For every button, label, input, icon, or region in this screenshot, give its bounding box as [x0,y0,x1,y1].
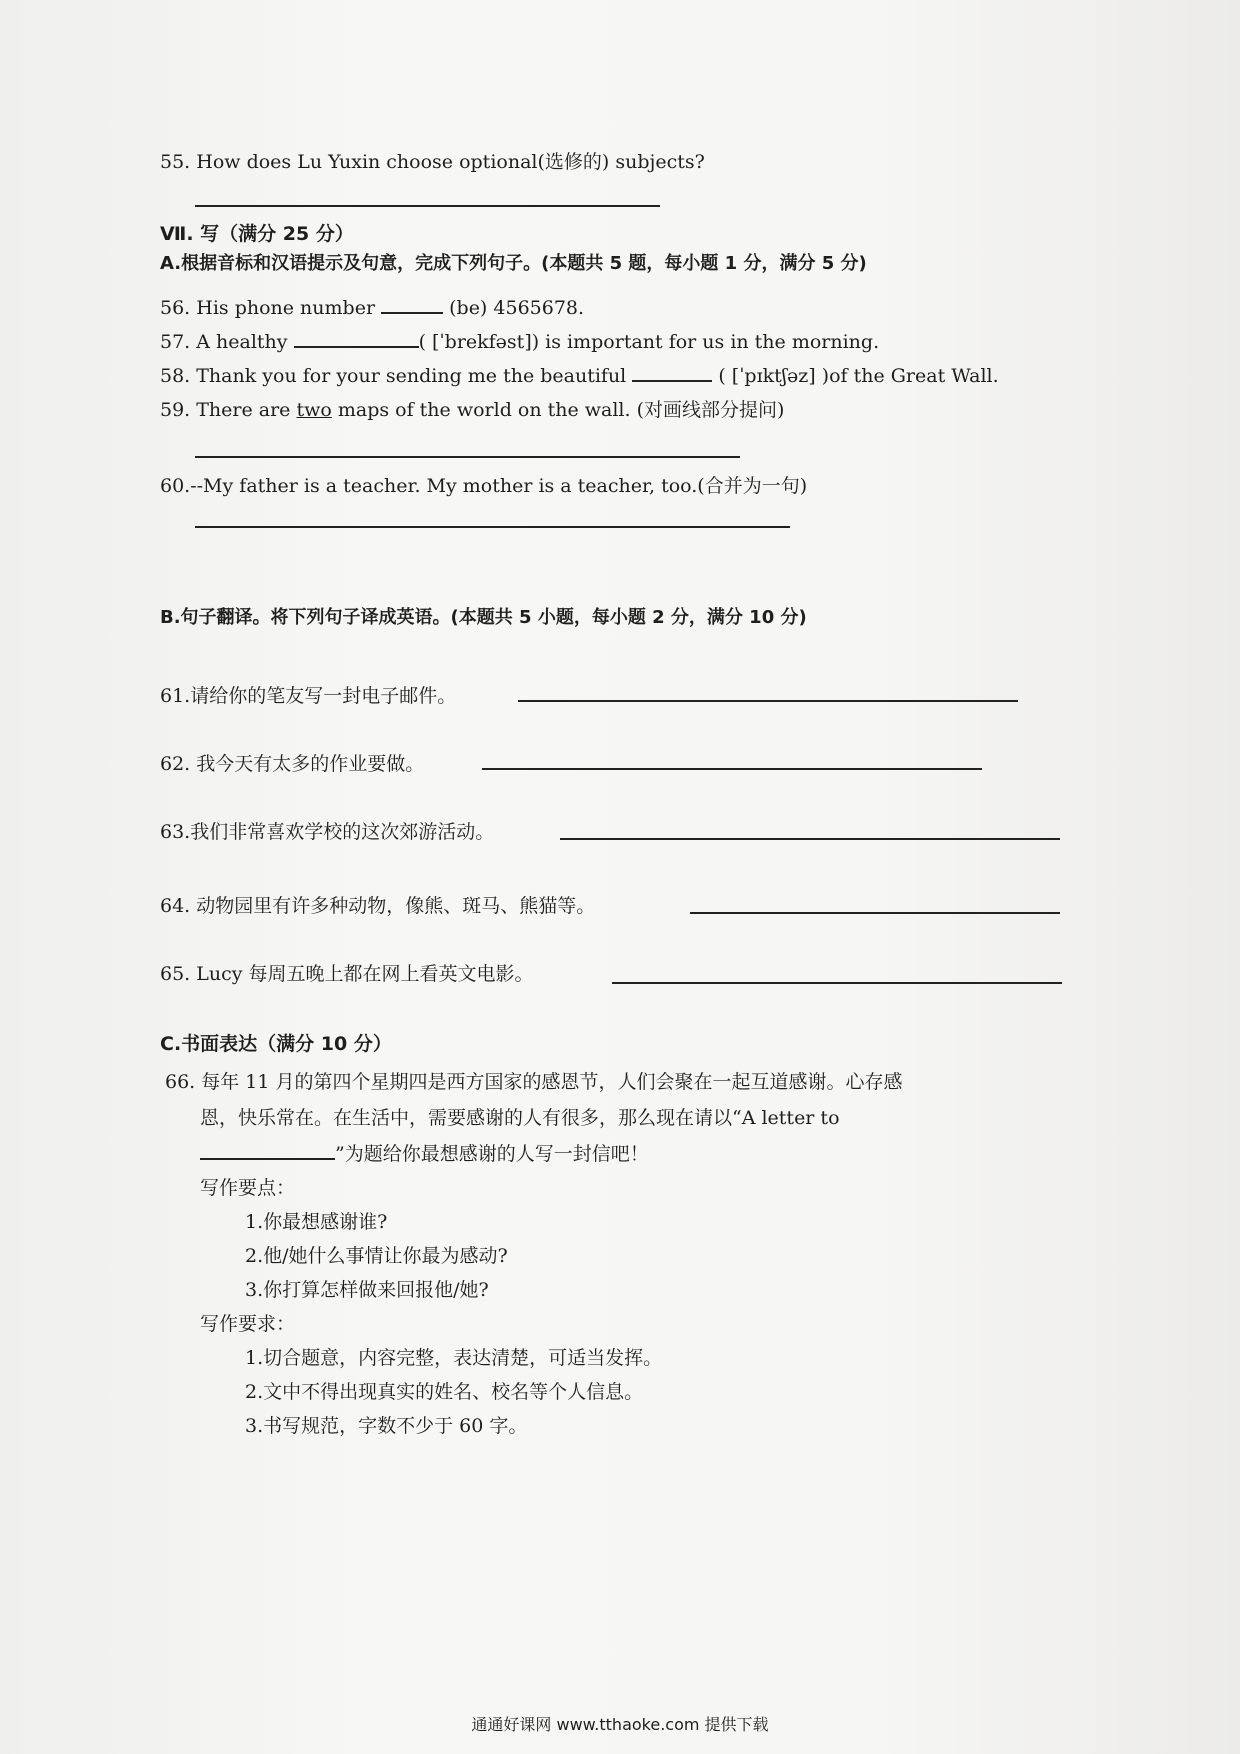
question-58 [160,364,999,389]
question-61: 61.请给你的笔友写一封电子邮件。 [160,685,457,707]
blank-66-title [200,1157,335,1160]
q56-prefix: 56. His phone number [160,297,382,319]
writing-point-2: 2.他/她什么事情让你最为感动? [245,1245,508,1267]
q58-prefix: 58. Thank you for your sending me the beautiful [160,365,633,387]
q56-suffix: (be) 4565678. [443,297,585,319]
part-c-title: C.书面表达（满分 10 分） [160,1033,392,1055]
part-a-title: A.根据音标和汉语提示及句意，完成下列句子。(本题共 5 题，每小题 1 分，满分 5 分) [160,253,867,274]
writing-requirements-title: 写作要求： [200,1313,296,1335]
q57-suffix: ( [ˈbrekfəst]) is important for us in the morning. [418,331,880,353]
answer-line-65 [612,982,1062,984]
question-63: 63.我们非常喜欢学校的这次郊游活动。 [160,821,495,843]
q59-prefix: 59. There are [160,399,297,421]
writing-point-1: 1.你最想感谢谁? [245,1211,388,1233]
q57-prefix: 57. A healthy [160,331,294,353]
q59-underlined-word: two [296,399,332,421]
question-64: 64. 动物园里有许多种动物，像熊、斑马、熊猫等。 [160,895,596,917]
question-56 [160,296,584,321]
question-59 [160,398,784,423]
question-66-line-2: 恩，快乐常在。在生活中，需要感谢的人有很多，那么现在请以“A letter to [200,1107,840,1129]
writing-points-title: 写作要点： [200,1177,296,1199]
blank-58 [632,379,712,382]
answer-line-61 [518,700,1018,702]
answer-line-59 [195,456,740,458]
writing-requirement-2: 2.文中不得出现真实的姓名、校名等个人信息。 [245,1381,644,1403]
answer-line-55 [195,205,660,207]
q66-line3-suffix: ”为题给你最想感谢的人写一封信吧！ [335,1143,649,1165]
blank-56 [381,311,443,314]
blank-57 [294,345,419,348]
answer-line-62 [482,768,982,770]
question-55: 55. How does Lu Yuxin choose optional(选修的) subjects? [160,151,705,173]
writing-point-3: 3.你打算怎样做来回报他/她? [245,1279,489,1301]
section-7-title: Ⅶ. 写（满分 25 分） [160,223,354,245]
answer-line-63 [560,838,1060,840]
question-60: 60.--My father is a teacher. My mother is a teacher, too.(合并为一句) [160,475,808,497]
question-65: 65. Lucy 每周五晚上都在网上看英文电影。 [160,963,534,985]
question-62: 62. 我今天有太多的作业要做。 [160,753,425,775]
question-66-line-3 [200,1142,649,1167]
writing-requirement-3: 3.书写规范，字数不少于 60 字。 [245,1415,528,1437]
writing-requirement-1: 1.切合题意，内容完整，表达清楚，可适当发挥。 [245,1347,663,1369]
question-66-line-1: 66. 每年 11 月的第四个星期四是西方国家的感恩节，人们会聚在一起互道感谢。心存感 [165,1071,903,1093]
answer-line-64 [690,912,1060,914]
q58-suffix: ( [ˈpɪktʃəz] )of the Great Wall. [712,365,999,387]
page-footer: 通通好课网 www.tthaoke.com 提供下载 [471,1715,769,1734]
part-b-title: B.句子翻译。将下列句子译成英语。(本题共 5 小题，每小题 2 分，满分 10 分) [160,607,807,628]
answer-line-60 [195,526,790,528]
question-57 [160,330,879,355]
q59-suffix: maps of the world on the wall. (对画线部分提问) [331,399,785,421]
